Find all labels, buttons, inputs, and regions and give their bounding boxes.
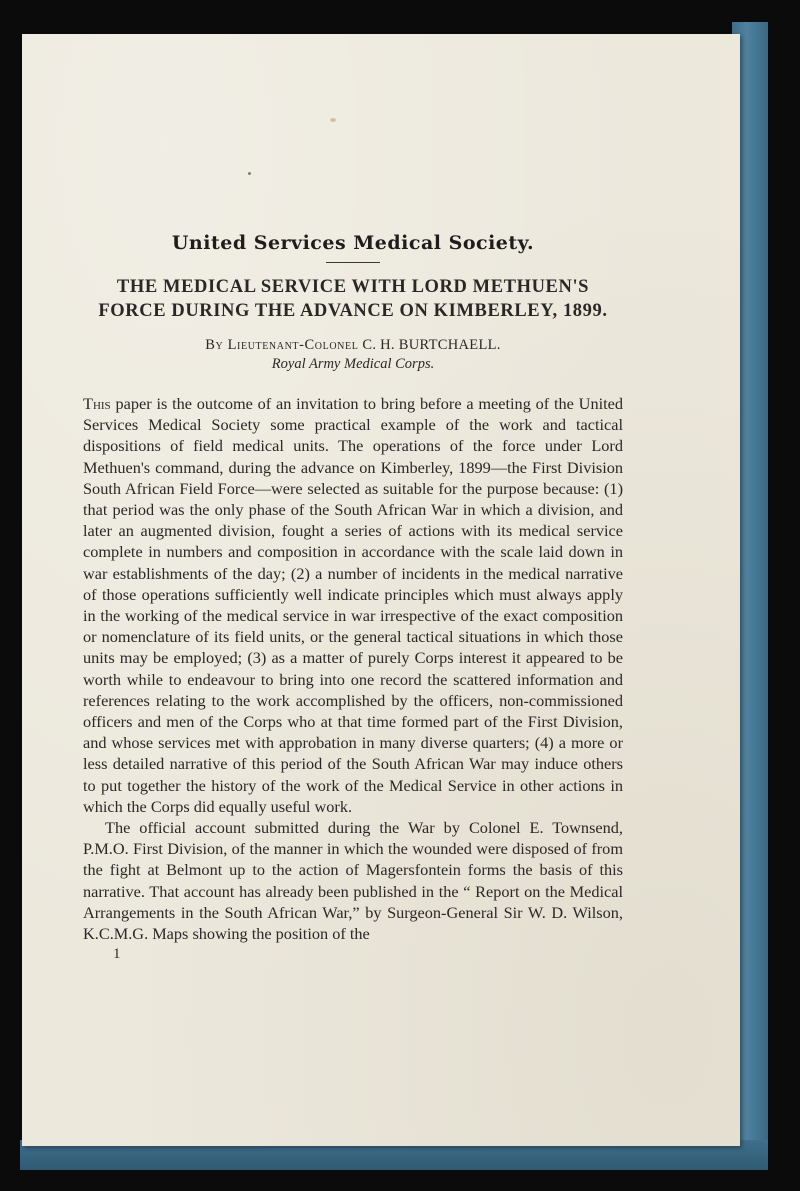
paper-stain [330,118,336,122]
society-header: United Services Medical Society. [171,232,535,254]
paragraph-1-text: paper is the outcome of an invitation to bring before a meeting of the United Services Medical Society some practical example of the work and tactical dispositions of field medical units. The operations of the force under Lord Methuen's command, during the advance on Kimberley, 1899—the First Division South African Field Force—were selected as suitable for the purpose because: (1) that period was the only phase of the South African War in which a division, and later an augmented division, fought a series of actions with its medical service complete in numbers and composition in accordance with the scale laid down in war establishments of the day; (2) a number of incidents in the medical narrative of those operations sufficiently well indicate principles which must always apply in the working of the medical service in war irrespective of the exact composition or nomenclature of its field units, or the general tactical situations in which those units may be employed; (3) as a matter of purely Corps interest it appeared to be worth while to endeavour to bring into one record the scattered information and references relating to the work accomplished by the officers, non-commissioned officers and men of the Corps who at that time formed part of the First Division, and whose services met with approbation in many diverse quarters; (4) a more or less detailed narrative of this period of the South African War may induce others to put together the history of the work of the Medical Service in other actions in which the Corps did equally useful work. [83,394,623,816]
body-paragraph-2: The official account submitted during the War by Colonel E. Townsend, P.M.O. First Division, of the manner in which the wounded were disposed of from the fight at Belmont up to the action of Magersfontein forms the basis of this narrative. That account has already been published in the “ Report on the Medical Arrangements in the South African War,” by Surgeon-General Sir W. D. Wilson, K.C.M.G. Maps showing the position of the [83,818,623,944]
page-content [83,232,623,963]
byline [83,337,623,354]
body-paragraph-1 [83,393,623,817]
byline-prefix: By Lieutenant-Colonel [205,337,359,353]
author-name: C. H. BURTCHAELL. [362,337,501,353]
paper-stain [248,172,251,175]
page-number: 1 [113,946,121,963]
page-sheet [22,34,740,1146]
header-rule [326,262,380,263]
paragraph-lead-word: This [83,394,111,413]
author-corps: Royal Army Medical Corps. [271,356,435,372]
article-title: THE MEDICAL SERVICE WITH LORD METHUEN'S FORCE DURING THE ADVANCE ON KIMBERLEY, 1899. [98,277,608,321]
